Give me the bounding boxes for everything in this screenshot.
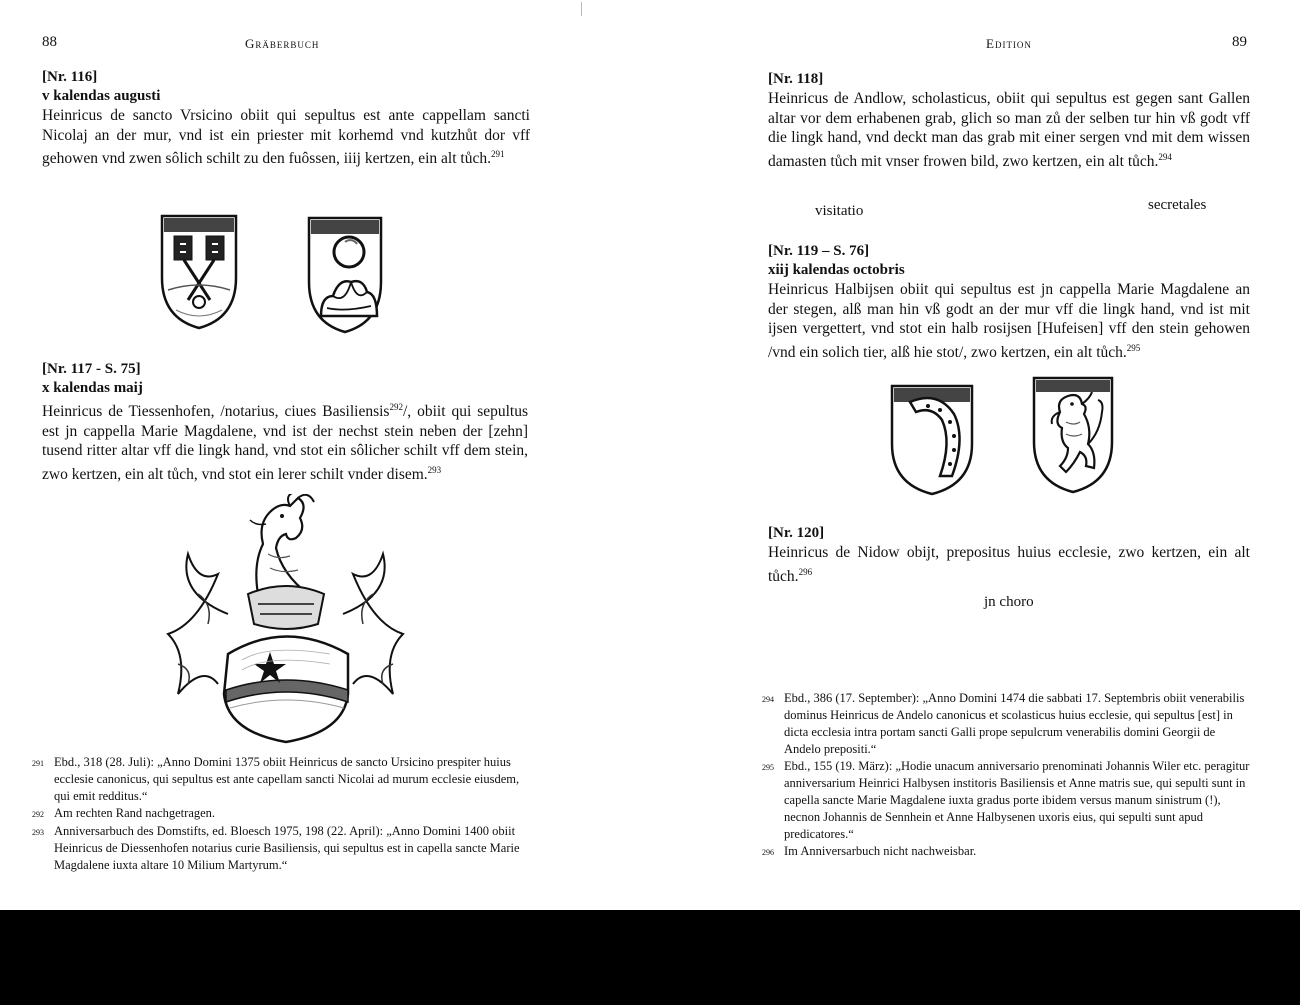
footnote-number: 294 — [762, 695, 774, 704]
entry-heading: [Nr. 116] — [42, 69, 98, 85]
bottom-black-band — [0, 910, 1300, 1005]
entry-117 — [42, 360, 528, 484]
footnote-ref: 292 — [389, 402, 403, 412]
footnote-text: Anniversarbuch des Domstifts, ed. Bloesch 1975, 198 (22. April): „Anno Domini 1400 obiit Heinricus de Diessenhofen notarius curie Basiliensis, qui sepultus est in capella sancte Marie Magdalene iuxta altare 10 Milium Martyrum.“ — [54, 824, 520, 872]
footnote — [32, 823, 530, 874]
footnote-text: Am rechten Rand nachgetragen. — [54, 806, 216, 820]
footnotes-left — [32, 754, 530, 874]
footnote-number: 296 — [762, 848, 774, 857]
lion-shield-icon — [1030, 372, 1116, 496]
footnote-ref: 296 — [798, 566, 813, 577]
footnote — [32, 805, 530, 823]
entry-heading: [Nr. 119 – S. 76] — [768, 243, 870, 259]
entry-text: Heinricus de Tiessenhofen, /notarius, ciues Basiliensis$^{292}$/, obiit qui sepultus est jn cappella Marie Magdalene, vnd ist der nechst stein neben der [zehn] tusend ritter altar vff die lingk hand, vnd stot ein sôlicher schilt vff dem stein, zwo kertzen, ein alt tůch, vnd stot ein lerer schilt vnder disem.$^{293}$ — [42, 402, 529, 483]
entry-text: Heinricus de sancto Vrsicino obiit qui sepultus est ante cappellam sancti Nicolaj an der mur, vnd ist ein priester mit korhemd vnd kutzhůt dor vff gehowen vnd zwen sôlich schilt zu den fuôssen, iiij kertzen, ein alt tůch.$^{291}$ — [42, 107, 530, 168]
left-page — [0, 0, 650, 910]
footnote-text: Im Anniversarbuch nicht nachweisbar. — [784, 844, 977, 858]
footnote-text: Ebd., 155 (19. März): „Hodie unacum anniversario prenominati Johannis Wiler etc. peragitur anniversarium Heinrici Halbysen institoris Basiliensis et Anne matris sue, qui sepulti sunt in capella sancte Marie Magdalene iuxta gradus porte ibidem versus manum sinistrum (!), necnon Johannis de Sennhein et Anne Halbysenen uxoris eius, qui sepulti sunt apud predicatores.“ — [784, 759, 1250, 841]
footnote-ref: 291 — [490, 149, 505, 159]
horseshoe-shield-icon — [888, 380, 976, 498]
footnote — [32, 754, 530, 805]
footnote-number: 291 — [32, 759, 44, 768]
entry-text: Heinricus de Nidow obijt, prepositus huius ecclesie, zwo kertzen, ein alt tůch.$^{296}$ — [768, 544, 1250, 585]
right-page — [650, 0, 1300, 910]
page-number: 88 — [42, 34, 57, 50]
footnotes-right — [762, 690, 1252, 861]
entry-118 — [768, 70, 1250, 171]
margin-note: secretales — [1148, 197, 1207, 213]
entry-heading: [Nr. 117 - S. 75] — [42, 361, 141, 377]
footnote-text: Ebd., 318 (28. Juli): „Anno Domini 1375 obiit Heinricus de sancto Ursicino prespiter huius ecclesie canonicus, qui sepultus est ante capellam sancti Nicolai ad murum ecclesie eiusdem, qui emit redditus.“ — [54, 755, 520, 803]
running-head: Edition — [986, 36, 1032, 51]
entry-date-line: v kalendas augusti — [42, 88, 161, 104]
footnote-number: 293 — [32, 828, 44, 837]
entry-heading: [Nr. 120] — [768, 525, 825, 541]
entry-date-line: xiij kalendas octobris — [768, 262, 905, 278]
ball-mountain-shield-icon — [305, 212, 385, 336]
footnote-ref: 295 — [1126, 342, 1141, 353]
footnote-number: 292 — [32, 810, 44, 819]
entry-text: Heinricus de Andlow, scholasticus, obiit qui sepultus est gegen sant Gallen altar vor dem erhabenen grab, glich so man zů der selben tur hin vß godt vff die lingk hand, vnd deckt man das grab mit einer sergen vnd mit dem wissen damasten tůch mit vnser frowen bild, zwo kertzen, ein alt tůch.$^{294}$ — [768, 90, 1250, 170]
entry-120 — [768, 524, 1250, 586]
margin-note: visitatio — [815, 203, 864, 219]
footnote-text: Ebd., 386 (17. September): „Anno Domini 1474 die sabbati 17. Septembris obiit venerabilis dominus Heinricus de Andelo canonicus et scolasticus huius ecclesie, qui sepultus [est] in dicta ecclesia intra portam sancti Galli prope sepulcrum venerabilis domini Georgii de Andelo prepositi.“ — [784, 691, 1245, 756]
page-number: 89 — [1232, 34, 1247, 50]
fold-mark — [581, 2, 582, 16]
entry-116 — [42, 68, 530, 169]
entry-text: Heinricus Halbijsen obiit qui sepultus est jn cappella Marie Magdalene an der stegen, alß man hin vß godt an der mur vff die lingk hand, vnd ist mit ijsen vergettert, vnd stot ein halb rosijsen [Hufeisen] vff den stein gehowen /vnd ein solich tier, alß hie stot/, zwo kertzen, ein alt tůch.$^{295}$ — [768, 281, 1250, 361]
footnote — [762, 843, 1252, 861]
keys-shield-icon — [158, 210, 240, 332]
running-head: Gräberbuch — [245, 36, 320, 51]
margin-note: jn choro — [984, 594, 1034, 610]
footnote-ref: 294 — [1158, 151, 1172, 162]
entry-119 — [768, 242, 1250, 362]
entry-date-line: x kalendas maij — [42, 380, 143, 396]
footnote — [762, 690, 1252, 758]
footnote-ref: 293 — [427, 464, 442, 475]
entry-heading: [Nr. 118] — [768, 71, 824, 87]
footnote-number: 295 — [762, 763, 774, 772]
footnote — [762, 758, 1252, 843]
ibex-crest-coat-of-arms-icon — [158, 494, 413, 744]
